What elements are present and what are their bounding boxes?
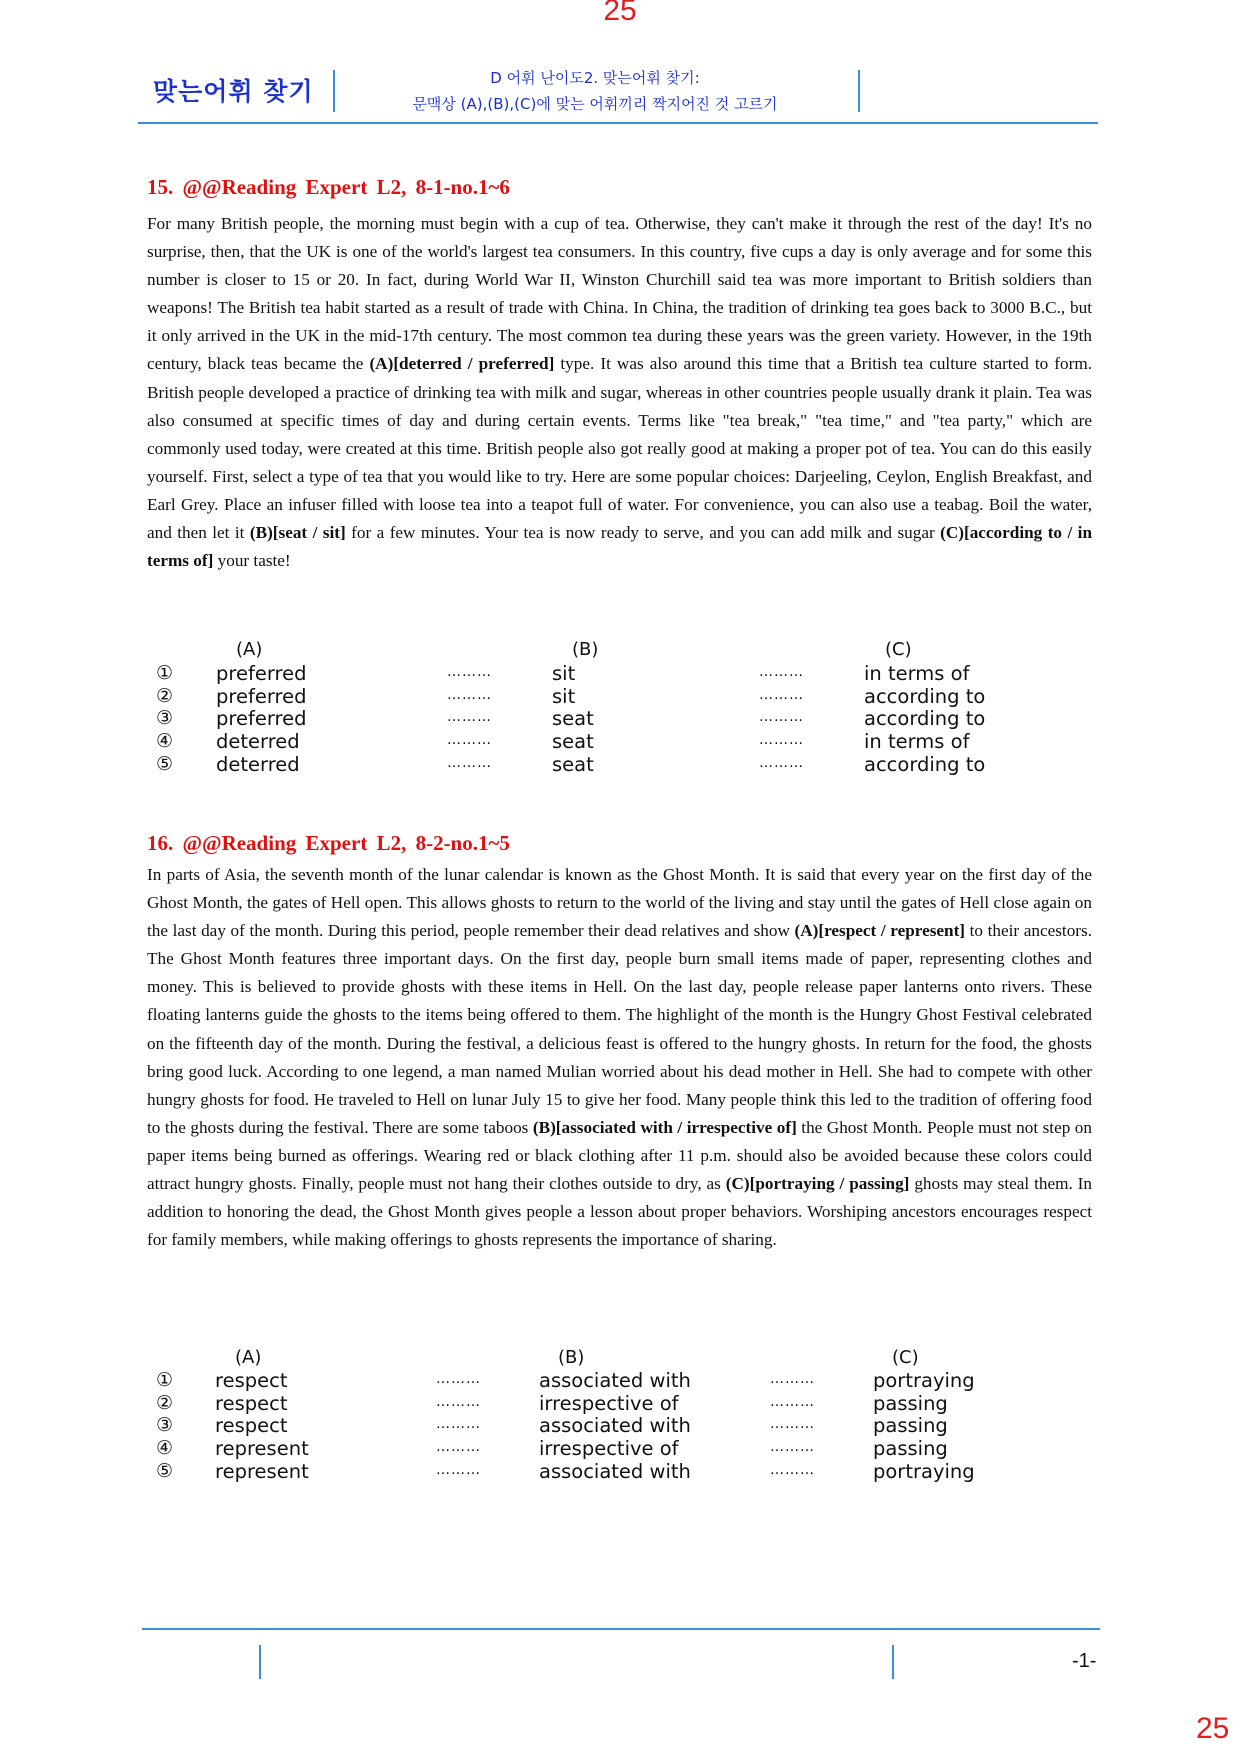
option-a: respect xyxy=(215,1391,288,1415)
q15-blank-a: (A)[deterred / preferred] xyxy=(369,354,555,374)
option-a: represent xyxy=(215,1437,309,1461)
dots-bc: ……… xyxy=(770,1439,815,1456)
dots-bc: ……… xyxy=(759,709,804,726)
option-number: ③ xyxy=(156,1414,174,1437)
option-a: deterred xyxy=(216,752,300,776)
question-16-passage xyxy=(147,861,1092,1254)
dots-ab: ……… xyxy=(436,1393,481,1410)
q15-text-2: type. It was also around this time that a British tea culture started to form. British people developed a practice of drinking tea with milk and sugar, whereas in other countries people usually drank it plain. Tea was also consumed at specific times of day and during certain events. Terms like "tea break," "tea time," and "tea party," which are commonly used today, were created at this time. British people also got really good at making a proper pot of tea. You can do this easily yourself. First, select a type of tea that you would like to try. Here are some popular choices: Darjeeling, Ceylon, English Breakfast, and Earl Grey. Place an infuser filled with loose tea into a teapot full of water. For convenience, you can also use a teabag. Boil the water, and then let it xyxy=(147,354,1093,543)
dots-bc: ……… xyxy=(759,754,804,771)
option-number: ① xyxy=(156,662,174,684)
footer-divider-left xyxy=(259,1645,261,1679)
page-number-bottom: 25 xyxy=(1196,1712,1230,1745)
option-a: preferred xyxy=(216,662,307,685)
option-c: portraying xyxy=(873,1369,975,1392)
option-number: ④ xyxy=(156,730,174,753)
option-number: ④ xyxy=(156,1437,174,1460)
option-a: represent xyxy=(215,1459,309,1483)
header-subtitle xyxy=(345,65,845,117)
q15-text-4: your taste! xyxy=(213,551,291,571)
option-c: passing xyxy=(873,1391,948,1415)
dots-bc: ……… xyxy=(759,732,804,749)
option-number: ② xyxy=(156,684,174,707)
option-number: ⑤ xyxy=(156,1459,174,1482)
q15-text-1: For many British people, the morning must begin with a cup of tea. Otherwise, they can't make it through the rest of the day! It's no surprise, then, that the UK is one of the world's largest tea consumers. In this country, five cups a day is only average and for some this number is closer to 15 or 20. In fact, during World War II, Winston Churchill said tea was more important to British soldiers than weapons! The British tea habit started as a result of trade with China. In China, the tradition of drinking tea goes back to 3000 B.C., but it only arrived in the UK in the mid-17th century. The most common tea during these years was the green variety. However, in the 19th century, black teas became the xyxy=(147,214,1092,374)
option-row[interactable] xyxy=(156,730,1056,753)
dots-bc: ……… xyxy=(770,1416,815,1433)
option-row[interactable] xyxy=(156,685,1056,708)
option-c: in terms of xyxy=(864,662,970,685)
option-b: irrespective of xyxy=(539,1437,679,1461)
header-rule xyxy=(138,122,1098,124)
option-row[interactable] xyxy=(156,662,1056,685)
dots-ab: ……… xyxy=(447,732,492,749)
q16-blank-c: (C)[portraying / passing] xyxy=(725,1174,910,1194)
option-c: according to xyxy=(864,707,986,731)
q16-head-b: (B) xyxy=(558,1347,585,1368)
option-b: sit xyxy=(552,662,576,685)
option-number: ③ xyxy=(156,707,174,730)
q16-blank-a: (A)[respect / represent] xyxy=(794,921,966,941)
option-a: deterred xyxy=(216,730,300,754)
option-number: ① xyxy=(156,1369,174,1391)
header-subtitle-line1: D 어휘 난이도2. 맞는어휘 찾기: xyxy=(490,69,700,87)
q15-head-a: (A) xyxy=(236,639,263,660)
dots-bc: ……… xyxy=(770,1461,815,1478)
option-row[interactable] xyxy=(156,1392,1056,1415)
question-16-title: 16. @@Reading Expert L2, 8-2-no.1~5 xyxy=(147,831,510,855)
dots-bc: ……… xyxy=(770,1371,815,1387)
dots-ab: ……… xyxy=(447,709,492,726)
option-row[interactable] xyxy=(156,1414,1056,1437)
option-row[interactable] xyxy=(156,753,1056,776)
header-subtitle-line2: 문맥상 (A),(B),(C)에 맞는 어휘끼리 짝지어진 것 고르기 xyxy=(412,95,778,113)
option-b: seat xyxy=(552,752,594,776)
q15-head-c: (C) xyxy=(885,639,912,660)
option-c: in terms of xyxy=(864,730,970,754)
dots-ab: ……… xyxy=(436,1371,481,1387)
option-c: according to xyxy=(864,752,986,776)
option-row[interactable] xyxy=(156,707,1056,730)
q16-head-c: (C) xyxy=(892,1347,919,1368)
q16-head-a: (A) xyxy=(235,1347,262,1368)
dots-ab: ……… xyxy=(447,754,492,771)
header-divider-right xyxy=(858,70,860,112)
option-c: portraying xyxy=(873,1459,975,1483)
dots-ab: ……… xyxy=(436,1461,481,1478)
dots-bc: ……… xyxy=(770,1393,815,1410)
q16-blank-b: (B)[associated with / irrespective of] xyxy=(532,1117,797,1137)
option-a: respect xyxy=(215,1369,288,1392)
q16-text-2: to their ancestors. The Ghost Month features three important days. On the first day, people burn small items made of paper, representing clothes and money. This is believed to provide ghosts with these items in Hell. On the last day, people release paper lanterns onto rivers. These floating lanterns guide the ghosts to the items being offered to them. The highlight of the month is the Hungry Ghost Festival celebrated on the fifteenth day of the month. During the festival, a delicious feast is offered to the hungry ghosts. In return for the food, the ghosts bring good luck. According to one legend, a man named Mulian worried about his dead mother in Hell. She had to compete with other hungry ghosts for food. He traveled to Hell on lunar July 15 to give her food. Many people think this led to the tradition of offering food to the ghosts during the festival. There are some taboos xyxy=(147,921,1092,1137)
option-row[interactable] xyxy=(156,1437,1056,1460)
option-row[interactable] xyxy=(156,1460,1056,1483)
question-15-passage xyxy=(147,210,1092,575)
footer-page-label: -1- xyxy=(1072,1650,1097,1672)
q16-text-3: the Ghost Month. People must not step on paper items being burned as offerings. Wearing red or black clothing after 11 p.m. should also be avoided because these colors could attract hungry ghosts. Finally, people must not hang their clothes outside to dry, as xyxy=(147,1117,1092,1194)
q15-text-3: for a few minutes. Your tea is now ready to serve, and you can add milk and sugar xyxy=(345,523,941,543)
header-title: 맞는어휘 찾기 xyxy=(153,77,314,106)
q16-text-4: ghosts may steal them. In addition to honoring the dead, the Ghost Month gives people a lesson about proper behaviors. Worshiping ancestors encourages respect for family members, while making offerings to ghosts represents the importance of sharing. xyxy=(147,1174,1092,1250)
q16-text-1: In parts of Asia, the seventh month of the lunar calendar is known as the Ghost Month. It is said that every year on the first day of the Ghost Month, the gates of Hell open. This allows ghosts to return to the world of the living and stay until the gates of Hell close again on the last day of the month. During this period, people remember their dead relatives and show xyxy=(147,865,1092,941)
option-b: associated with xyxy=(539,1369,691,1392)
dots-bc: ……… xyxy=(759,664,804,680)
option-number: ② xyxy=(156,1391,174,1414)
option-c: passing xyxy=(873,1414,948,1438)
page-number-top: 25 xyxy=(603,0,637,27)
dots-ab: ……… xyxy=(447,686,492,703)
q15-blank-b: (B)[seat / sit] xyxy=(249,523,346,543)
option-a: respect xyxy=(215,1414,288,1438)
option-c: passing xyxy=(873,1437,948,1461)
dots-ab: ……… xyxy=(447,664,492,680)
header-divider-left xyxy=(333,70,335,112)
option-b: seat xyxy=(552,707,594,731)
option-b: seat xyxy=(552,730,594,754)
footer-rule xyxy=(142,1628,1100,1630)
dots-bc: ……… xyxy=(759,686,804,703)
option-number: ⑤ xyxy=(156,752,174,775)
question-15-title: 15. @@Reading Expert L2, 8-1-no.1~6 xyxy=(147,175,510,199)
option-a: preferred xyxy=(216,707,307,731)
option-b: irrespective of xyxy=(539,1391,679,1415)
dots-ab: ……… xyxy=(436,1439,481,1456)
option-b: sit xyxy=(552,684,576,708)
option-b: associated with xyxy=(539,1459,691,1483)
option-b: associated with xyxy=(539,1414,691,1438)
option-a: preferred xyxy=(216,684,307,708)
option-row[interactable] xyxy=(156,1369,1056,1392)
dots-ab: ……… xyxy=(436,1416,481,1433)
q15-head-b: (B) xyxy=(572,639,599,660)
footer-divider-right xyxy=(892,1645,894,1679)
option-c: according to xyxy=(864,684,986,708)
q15-blank-c: (C)[according to / in terms of] xyxy=(147,523,1092,571)
